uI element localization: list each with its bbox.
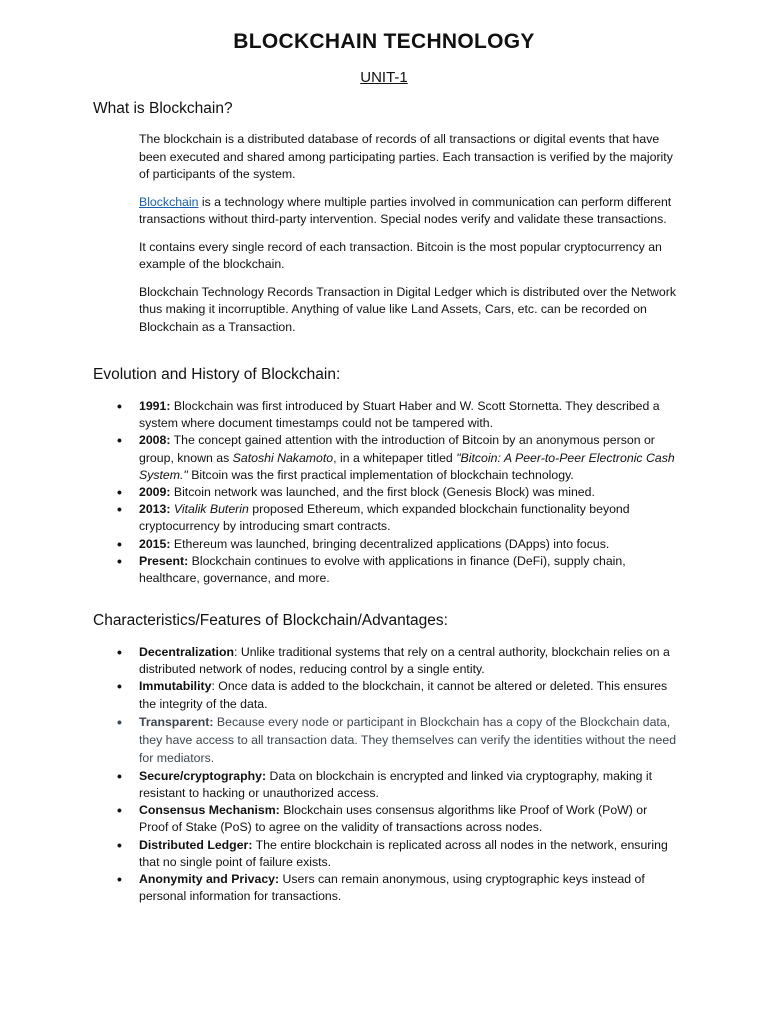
list-item — [139, 768, 679, 802]
blockchain-link[interactable]: Blockchain — [139, 194, 199, 209]
list-item — [139, 678, 679, 712]
item-text: The concept gained attention with the introduction of Bitcoin by an anonymous person or group, known as — [139, 433, 655, 465]
item-label: Present: — [139, 553, 189, 568]
unit-label: UNIT-1 — [360, 69, 408, 86]
document-title: BLOCKCHAIN TECHNOLOGY — [233, 30, 535, 53]
item-text: Blockchain continues to evolve with applications in finance (DeFi), supply chain, healthcare, governance, and more. — [139, 553, 626, 586]
list-item — [139, 644, 679, 678]
item-label: 2009: — [139, 485, 171, 500]
item-italic: Satoshi Nakamoto — [232, 450, 334, 465]
item-label: Anonymity and Privacy: — [139, 871, 280, 886]
paragraph: It contains every single record of each transaction. Bitcoin is the most popular cryptocurrency an example of the blockchain. — [139, 239, 662, 271]
item-text: Users can remain anonymous, using cryptographic keys instead of personal information for transactions. — [139, 871, 645, 904]
item-text: Ethereum was launched, bringing decentralized applications (DApps) into focus. — [170, 536, 610, 551]
item-text: The entire blockchain is replicated across all nodes in the network, ensuring that no single point of failure exists. — [139, 837, 668, 869]
evolution-list — [139, 398, 679, 587]
item-text: proposed Ethereum, which expanded blockchain functionality beyond cryptocurrency by introducing smart contracts. — [139, 502, 630, 534]
item-italic: Vitalik Buterin — [173, 502, 249, 517]
item-text: : Once data is added to the blockchain, it cannot be altered or deleted. This ensures the integrity of the data. — [139, 679, 668, 711]
item-text: Bitcoin was the first practical implementation of blockchain technology. — [187, 467, 574, 482]
item-label: Transparent: — [139, 714, 214, 729]
list-item — [139, 536, 679, 553]
item-label: 2015: — [139, 536, 171, 551]
list-item — [139, 713, 679, 768]
item-label: 2008: — [139, 433, 171, 448]
item-label: Secure/cryptography: — [139, 768, 267, 783]
list-item — [139, 553, 679, 587]
item-italic: "Bitcoin: A Peer-to-Peer Electronic Cash System." — [139, 450, 675, 482]
list-item — [139, 802, 679, 836]
characteristics-list — [139, 644, 679, 905]
list-item — [139, 501, 679, 535]
section-heading-characteristics: Characteristics/Features of Blockchain/Advantages: — [93, 612, 448, 629]
item-label: Consensus Mechanism: — [139, 803, 280, 818]
item-label: Immutability — [139, 679, 212, 694]
item-text: Blockchain was first introduced by Stuart Haber and W. Scott Stornetta. They described a system where document timestamps could not be tampered with. — [139, 399, 660, 431]
item-label: 1991: — [139, 399, 171, 413]
paragraph: Blockchain Technology Records Transaction in Digital Ledger which is distributed over the Network thus making it incorruptible. Anything of value like Land Assets, Cars, etc. can be recorded on Blockchain as a Transaction. — [139, 284, 677, 334]
paragraph — [139, 194, 679, 229]
list-item — [139, 432, 679, 484]
intro-paragraphs — [139, 131, 679, 346]
item-text: Because every node or participant in Blockchain has a copy of the Blockchain data, they have access to all transaction data. They themselves can verify the identities without the need for mediators. — [139, 714, 677, 766]
item-label: Decentralization — [139, 645, 234, 659]
section-heading-what-is-blockchain: What is Blockchain? — [93, 100, 233, 117]
item-text: Blockchain uses consensus algorithms like Proof of Work (PoW) or Proof of Stake (PoS) to agree on the validity of transactions across nodes. — [139, 803, 648, 835]
item-text: , in a whitepaper titled — [333, 450, 457, 465]
paragraph: The blockchain is a distributed database of records of all transactions or digital events that have been executed and shared among participating parties. Each transaction is verified by the majority of participants of the system. — [139, 132, 673, 181]
section-heading-evolution: Evolution and History of Blockchain: — [93, 366, 341, 383]
item-text: Data on blockchain is encrypted and linked via cryptography, making it resistant to hacking or unauthorized access. — [139, 768, 653, 800]
list-item — [139, 871, 679, 905]
item-label: Distributed Ledger: — [139, 837, 253, 852]
list-item — [139, 398, 679, 432]
list-item — [139, 484, 679, 501]
list-item — [139, 837, 679, 871]
item-text: Bitcoin network was launched, and the first block (Genesis Block) was mined. — [170, 485, 595, 500]
item-text: : Unlike traditional systems that rely on a central authority, blockchain relies on a distributed network of nodes, reducing control by a single entity. — [139, 645, 670, 677]
paragraph-text: is a technology where multiple parties involved in communication can perform different transactions without third-party intervention. Special nodes verify and validate these transactions. — [139, 194, 672, 226]
item-label: 2013: — [139, 502, 171, 517]
